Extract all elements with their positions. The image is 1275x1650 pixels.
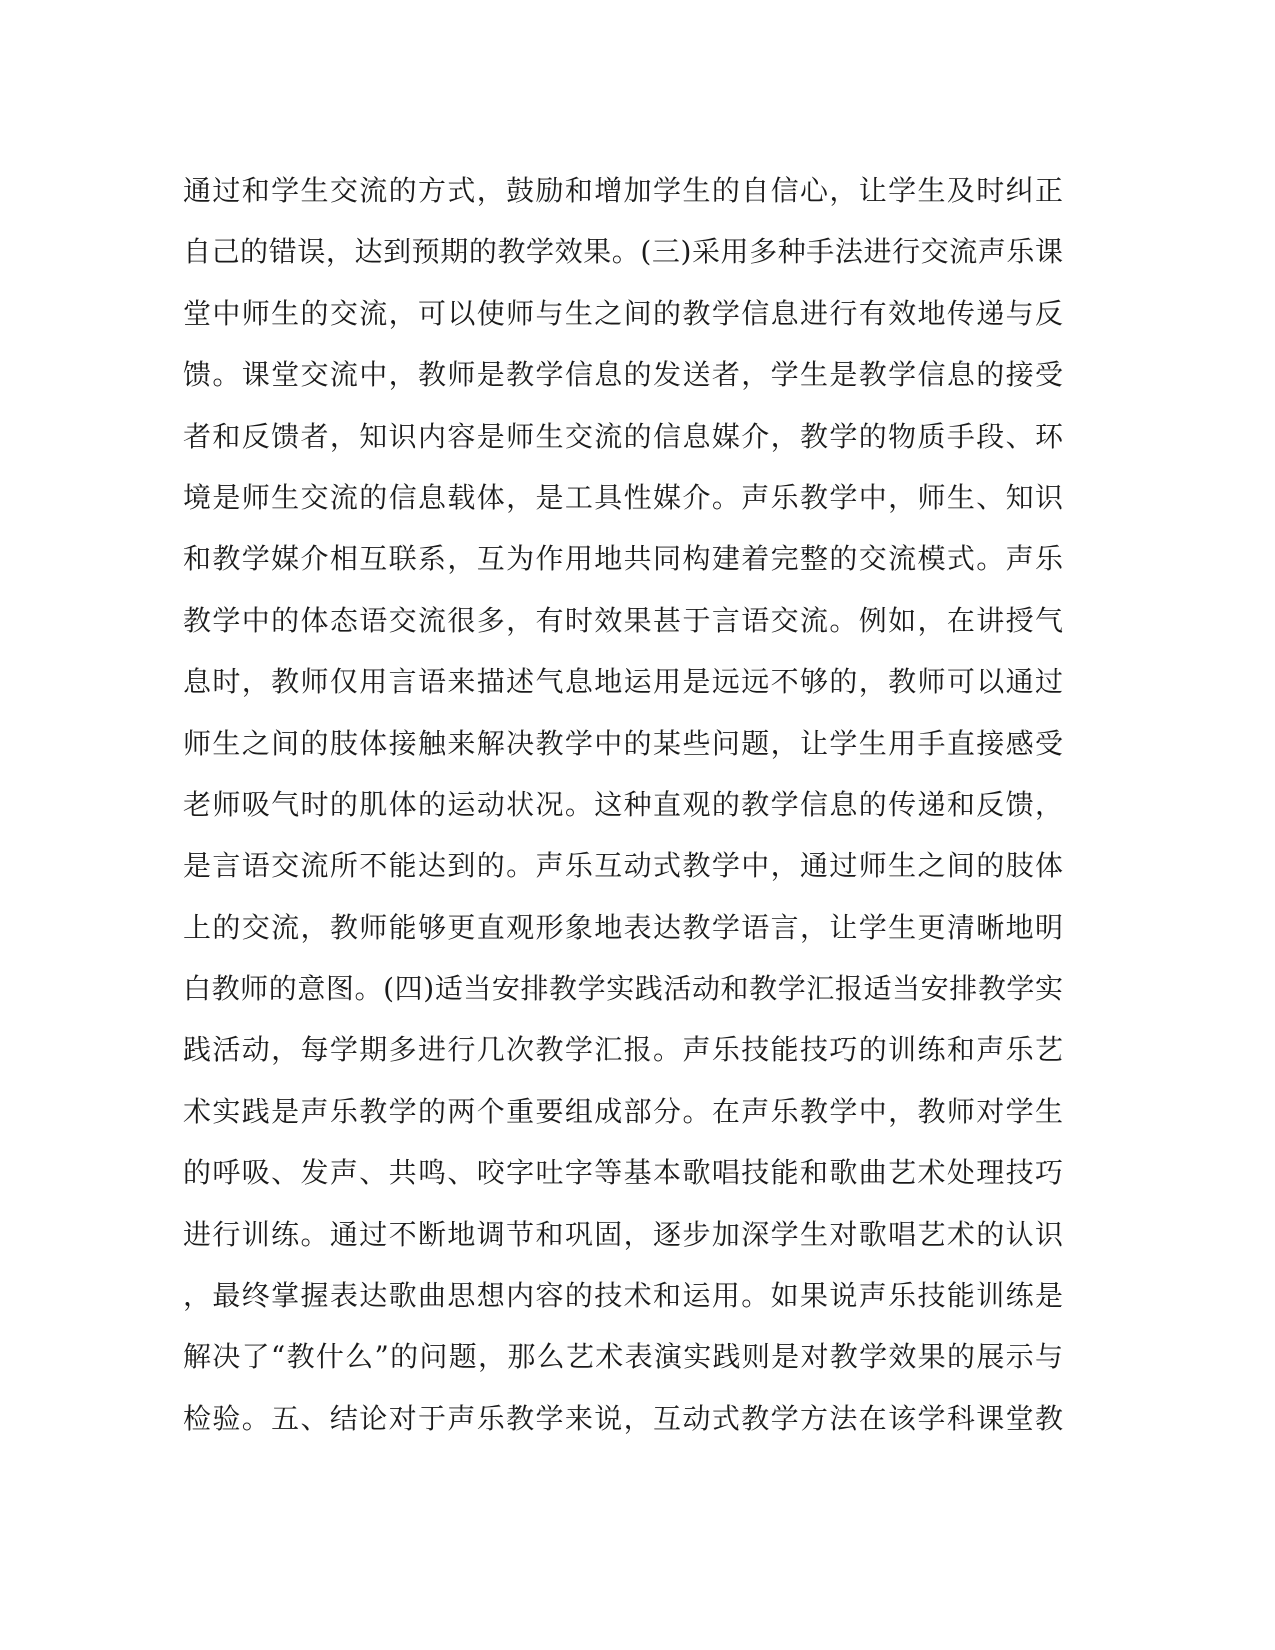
body-text xyxy=(183,160,1063,1449)
text-line: 通过和学生交流的方式，鼓励和增加学生的自信心，让学生及时纠正 xyxy=(183,174,1063,207)
text-line: 白教师的意图。(四)适当安排教学实践活动和教学汇报适当安排教学实 xyxy=(183,972,1063,1006)
text-line: 检验。五、结论对于声乐教学来说，互动式教学方法在该学科课堂教 xyxy=(183,1401,1063,1435)
text-line: 境是师生交流的信息载体，是工具性媒介。声乐教学中，师生、知识 xyxy=(183,480,1063,514)
text-line: 践活动，每学期多进行几次教学汇报。声乐技能技巧的训练和声乐艺 xyxy=(183,1033,1063,1067)
text-line: 老师吸气时的肌体的运动状况。这种直观的教学信息的传递和反馈， xyxy=(183,787,1063,821)
text-line: 堂中师生的交流，可以使师与生之间的教学信息进行有效地传递与反 xyxy=(183,296,1063,330)
text-line: 进行训练。通过不断地调节和巩固，逐步加深学生对歌唱艺术的认识 xyxy=(183,1217,1063,1251)
text-line: 教学中的体态语交流很多，有时效果甚于言语交流。例如，在讲授气 xyxy=(183,603,1063,637)
text-line: 馈。课堂交流中，教师是教学信息的发送者，学生是教学信息的接受 xyxy=(183,358,1063,392)
text-line: 和教学媒介相互联系，互为作用地共同构建着完整的交流模式。声乐 xyxy=(183,542,1063,576)
text-line: 者和反馈者，知识内容是师生交流的信息媒介，教学的物质手段、环 xyxy=(183,419,1063,453)
text-line: 上的交流，教师能够更直观形象地表达教学语言，让学生更清晰地明 xyxy=(183,910,1063,944)
text-line: 术实践是声乐教学的两个重要组成部分。在声乐教学中，教师对学生 xyxy=(183,1094,1063,1128)
text-line: 息时，教师仅用言语来描述气息地运用是远远不够的，教师可以通过 xyxy=(183,665,1063,699)
text-line: ，最终掌握表达歌曲思想内容的技术和运用。如果说声乐技能训练是 xyxy=(183,1279,1063,1313)
text-line: 解决了“教什么”的问题，那么艺术表演实践则是对教学效果的展示与 xyxy=(183,1340,1063,1374)
text-line: 师生之间的肢体接触来解决教学中的某些问题，让学生用手直接感受 xyxy=(183,726,1063,760)
text-line: 自己的错误，达到预期的教学效果。(三)采用多种手法进行交流声乐课 xyxy=(183,235,1063,269)
text-line: 的呼吸、发声、共鸣、咬字吐字等基本歌唱技能和歌曲艺术处理技巧 xyxy=(183,1156,1063,1190)
text-line: 是言语交流所不能达到的。声乐互动式教学中，通过师生之间的肢体 xyxy=(183,849,1063,883)
